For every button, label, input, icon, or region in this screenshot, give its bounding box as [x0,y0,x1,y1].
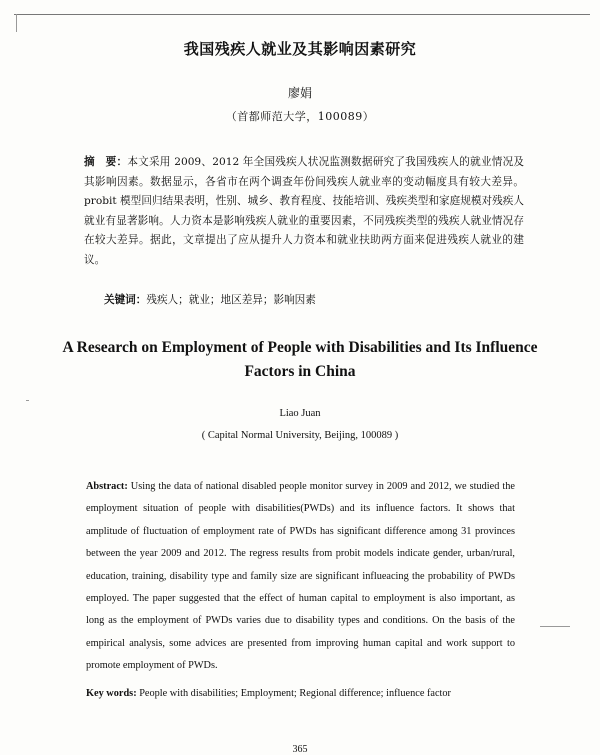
chinese-abstract-label: 摘 要： [84,156,128,168]
chinese-keywords-label: 关键词： [104,294,147,306]
chinese-abstract [84,153,524,271]
scan-artifact [16,14,17,32]
english-abstract [86,476,515,678]
top-rule [14,14,590,15]
page-number: 365 [292,744,308,755]
chinese-affiliation: （首都师范大学，100089） [225,110,375,123]
chinese-abstract-text: 本文采用 2009、2012 年全国残疾人状况监测数据研究了我国残疾人的就业情况及其影响因素。数据显示，各省市在两个调查年份间残疾人就业率的变动幅度具有较大差异。probit 模型回归结果表明，性别、城乡、教育程度、技能培训、残疾类型和家庭规模对残疾人就业有显著影响。人力资本是影响残疾人就业的重要因素，不同残疾类型的残疾人就业情况存在较大差异。据此，文章提出了应从提升人力资本和就业扶助两方面来促进残疾人就业的建议。 [84,156,525,266]
english-author: Liao Juan [279,408,321,419]
english-affiliation: ( Capital Normal University, Beijing, 100089 ) [201,430,399,441]
english-keywords-label: Key words: [86,688,137,699]
english-keywords [86,688,451,699]
chinese-author: 廖娟 [287,86,312,100]
english-abstract-text: Using the data of national disabled people monitor survey in 2009 and 2012, we studied the employment situation of people with disabilities(PWDs) and its influence factors. It shows that amplitude of fluctuation of employment rate of PWDs has significant difference among 31 provinces between the year 2009 and 2012. The regress results from probit models indicate gender, urban/rural, education, training, disability type and family size are significant influeacing the probability of PWDs employed. The paper suggested that the effect of human capital to employment is also important, as long as the employment of PWDs varies due to disability types and conditions. On the basis of the empirical analysis, some advices are presented from improving human capital and work support to promote employment of PWDs. [86,481,515,672]
chinese-keywords [104,292,316,307]
english-keywords-text: People with disabilities; Employment; Regional difference; influence factor [136,688,451,699]
scan-artifact [26,400,29,401]
english-abstract-label: Abstract: [86,481,128,492]
scan-artifact [540,626,570,627]
chinese-title: 我国残疾人就业及其影响因素研究 [183,40,417,58]
english-title: A Research on Employment of People with Disabilities and Its Influence Factors in China [62,339,538,380]
chinese-keywords-text: 残疾人；就业；地区差异；影响因素 [146,294,316,306]
